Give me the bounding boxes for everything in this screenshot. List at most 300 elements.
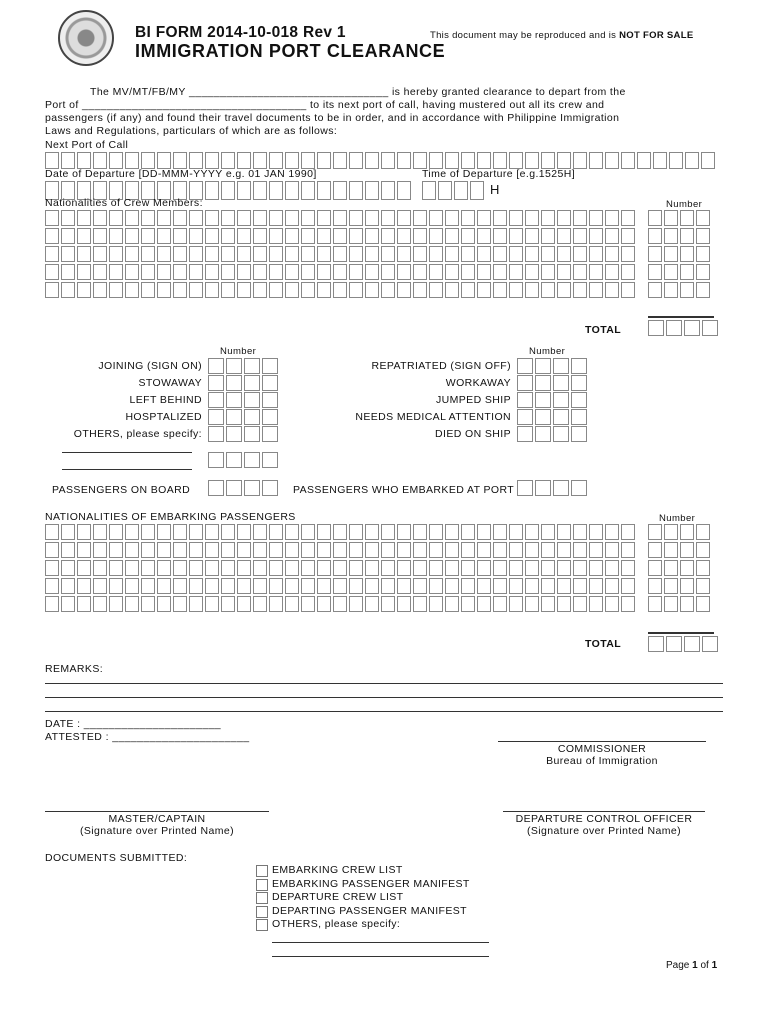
char-box[interactable] xyxy=(365,246,379,262)
number-box[interactable] xyxy=(517,392,533,408)
char-box[interactable] xyxy=(269,560,283,576)
char-box[interactable] xyxy=(445,524,459,540)
number-box[interactable] xyxy=(226,375,242,391)
char-box[interactable] xyxy=(301,542,315,558)
char-box[interactable] xyxy=(205,542,219,558)
char-box[interactable] xyxy=(557,282,571,298)
commissioner-signature-line[interactable] xyxy=(498,741,706,742)
number-box[interactable] xyxy=(244,392,260,408)
char-box[interactable] xyxy=(397,152,411,169)
char-box[interactable] xyxy=(109,524,123,540)
char-box[interactable] xyxy=(125,578,139,594)
char-box[interactable] xyxy=(680,578,694,594)
char-box[interactable] xyxy=(173,152,187,169)
char-box[interactable] xyxy=(509,578,523,594)
char-box[interactable] xyxy=(525,264,539,280)
char-box[interactable] xyxy=(493,282,507,298)
char-box[interactable] xyxy=(109,542,123,558)
char-box[interactable] xyxy=(381,210,395,226)
char-box[interactable] xyxy=(77,524,91,540)
char-box[interactable] xyxy=(381,152,395,169)
char-box[interactable] xyxy=(333,210,347,226)
char-box[interactable] xyxy=(365,524,379,540)
char-box[interactable] xyxy=(648,264,662,280)
char-box[interactable] xyxy=(397,524,411,540)
char-box[interactable] xyxy=(237,228,251,244)
document-checkbox[interactable] xyxy=(256,879,268,891)
number-box[interactable] xyxy=(262,409,278,425)
char-box[interactable] xyxy=(445,210,459,226)
char-box[interactable] xyxy=(557,596,571,612)
char-box[interactable] xyxy=(301,282,315,298)
char-box[interactable] xyxy=(648,560,662,576)
char-box[interactable] xyxy=(269,542,283,558)
char-box[interactable] xyxy=(664,264,678,280)
char-box[interactable] xyxy=(381,246,395,262)
char-box[interactable] xyxy=(349,181,363,200)
crew-status-left-number-boxes[interactable] xyxy=(208,409,280,425)
char-box[interactable] xyxy=(221,578,235,594)
char-box[interactable] xyxy=(381,228,395,244)
char-box[interactable] xyxy=(589,542,603,558)
char-box[interactable] xyxy=(221,596,235,612)
char-box[interactable] xyxy=(301,246,315,262)
char-box[interactable] xyxy=(493,560,507,576)
crew-status-left-number-boxes[interactable] xyxy=(208,392,280,408)
char-box[interactable] xyxy=(509,210,523,226)
char-box[interactable] xyxy=(413,542,427,558)
char-box[interactable] xyxy=(109,560,123,576)
char-box[interactable] xyxy=(349,246,363,262)
char-box[interactable] xyxy=(77,578,91,594)
char-box[interactable] xyxy=(125,264,139,280)
char-box[interactable] xyxy=(141,264,155,280)
char-box[interactable] xyxy=(349,152,363,169)
char-box[interactable] xyxy=(173,246,187,262)
char-box[interactable] xyxy=(477,152,491,169)
char-box[interactable] xyxy=(45,264,59,280)
char-box[interactable] xyxy=(429,596,443,612)
number-box[interactable] xyxy=(244,409,260,425)
char-box[interactable] xyxy=(621,524,635,540)
char-box[interactable] xyxy=(45,210,59,226)
char-box[interactable] xyxy=(381,542,395,558)
number-box[interactable] xyxy=(226,452,242,468)
char-box[interactable] xyxy=(237,578,251,594)
char-box[interactable] xyxy=(189,282,203,298)
char-box[interactable] xyxy=(605,282,619,298)
char-box[interactable] xyxy=(253,246,267,262)
number-box[interactable] xyxy=(571,375,587,391)
char-box[interactable] xyxy=(696,264,710,280)
char-box[interactable] xyxy=(109,210,123,226)
number-box[interactable] xyxy=(226,480,242,496)
char-box[interactable] xyxy=(525,228,539,244)
time-departure-boxes[interactable] xyxy=(422,181,486,200)
char-box[interactable] xyxy=(349,542,363,558)
char-box[interactable] xyxy=(365,560,379,576)
char-box[interactable] xyxy=(461,282,475,298)
others-specify-line[interactable] xyxy=(62,469,192,470)
char-box[interactable] xyxy=(61,152,75,169)
char-box[interactable] xyxy=(221,210,235,226)
char-box[interactable] xyxy=(701,152,715,169)
char-box[interactable] xyxy=(397,282,411,298)
char-box[interactable] xyxy=(45,246,59,262)
char-box[interactable] xyxy=(333,524,347,540)
char-box[interactable] xyxy=(589,596,603,612)
char-box[interactable] xyxy=(333,596,347,612)
number-box[interactable] xyxy=(571,480,587,496)
number-box[interactable] xyxy=(553,358,569,374)
char-box[interactable] xyxy=(573,152,587,169)
char-box[interactable] xyxy=(77,282,91,298)
char-box[interactable] xyxy=(173,210,187,226)
char-box[interactable] xyxy=(157,596,171,612)
char-box[interactable] xyxy=(429,246,443,262)
char-box[interactable] xyxy=(173,264,187,280)
crew-nationalities-grid[interactable] xyxy=(45,210,637,300)
char-box[interactable] xyxy=(470,181,484,200)
char-box[interactable] xyxy=(45,578,59,594)
char-box[interactable] xyxy=(237,542,251,558)
char-box[interactable] xyxy=(541,246,555,262)
char-box[interactable] xyxy=(221,246,235,262)
char-box[interactable] xyxy=(269,246,283,262)
number-box[interactable] xyxy=(535,426,551,442)
char-box[interactable] xyxy=(445,560,459,576)
char-box[interactable] xyxy=(61,560,75,576)
char-box[interactable] xyxy=(125,228,139,244)
char-box[interactable] xyxy=(541,152,555,169)
char-box[interactable] xyxy=(648,228,662,244)
char-box[interactable] xyxy=(189,524,203,540)
number-box[interactable] xyxy=(648,320,664,336)
char-box[interactable] xyxy=(317,181,331,200)
char-box[interactable] xyxy=(589,560,603,576)
number-box[interactable] xyxy=(208,480,224,496)
number-box[interactable] xyxy=(226,392,242,408)
char-box[interactable] xyxy=(445,152,459,169)
char-box[interactable] xyxy=(413,152,427,169)
char-box[interactable] xyxy=(493,524,507,540)
attested-field[interactable]: ATTESTED : ______________________ xyxy=(45,731,250,743)
char-box[interactable] xyxy=(461,578,475,594)
number-box[interactable] xyxy=(517,426,533,442)
char-box[interactable] xyxy=(285,246,299,262)
char-box[interactable] xyxy=(301,578,315,594)
number-box[interactable] xyxy=(262,480,278,496)
char-box[interactable] xyxy=(509,264,523,280)
char-box[interactable] xyxy=(477,282,491,298)
char-box[interactable] xyxy=(317,282,331,298)
char-box[interactable] xyxy=(696,282,710,298)
char-box[interactable] xyxy=(541,264,555,280)
char-box[interactable] xyxy=(413,560,427,576)
remarks-line[interactable] xyxy=(45,711,723,712)
char-box[interactable] xyxy=(205,282,219,298)
char-box[interactable] xyxy=(493,578,507,594)
char-box[interactable] xyxy=(237,152,251,169)
char-box[interactable] xyxy=(509,524,523,540)
char-box[interactable] xyxy=(189,152,203,169)
char-box[interactable] xyxy=(429,228,443,244)
char-box[interactable] xyxy=(45,542,59,558)
char-box[interactable] xyxy=(285,264,299,280)
char-box[interactable] xyxy=(445,264,459,280)
remarks-line[interactable] xyxy=(45,683,723,684)
passengers-on-board-boxes[interactable] xyxy=(208,480,280,496)
char-box[interactable] xyxy=(93,246,107,262)
number-box[interactable] xyxy=(517,375,533,391)
char-box[interactable] xyxy=(525,524,539,540)
char-box[interactable] xyxy=(93,560,107,576)
char-box[interactable] xyxy=(77,228,91,244)
char-box[interactable] xyxy=(648,524,662,540)
char-box[interactable] xyxy=(541,542,555,558)
char-box[interactable] xyxy=(621,560,635,576)
number-box[interactable] xyxy=(226,409,242,425)
char-box[interactable] xyxy=(573,228,587,244)
char-box[interactable] xyxy=(509,560,523,576)
char-box[interactable] xyxy=(269,264,283,280)
number-box[interactable] xyxy=(244,426,260,442)
number-box[interactable] xyxy=(535,480,551,496)
char-box[interactable] xyxy=(333,152,347,169)
char-box[interactable] xyxy=(141,246,155,262)
char-box[interactable] xyxy=(333,246,347,262)
crew-total-boxes[interactable] xyxy=(648,320,720,336)
char-box[interactable] xyxy=(664,246,678,262)
number-box[interactable] xyxy=(535,358,551,374)
char-box[interactable] xyxy=(189,210,203,226)
char-box[interactable] xyxy=(509,542,523,558)
char-box[interactable] xyxy=(221,152,235,169)
number-box[interactable] xyxy=(684,636,700,652)
char-box[interactable] xyxy=(557,578,571,594)
char-box[interactable] xyxy=(573,282,587,298)
char-box[interactable] xyxy=(397,578,411,594)
char-box[interactable] xyxy=(253,282,267,298)
number-box[interactable] xyxy=(226,358,242,374)
char-box[interactable] xyxy=(438,181,452,200)
char-box[interactable] xyxy=(173,560,187,576)
char-box[interactable] xyxy=(349,596,363,612)
char-box[interactable] xyxy=(125,246,139,262)
document-checkbox[interactable] xyxy=(256,906,268,918)
document-checkbox[interactable] xyxy=(256,919,268,931)
char-box[interactable] xyxy=(557,524,571,540)
char-box[interactable] xyxy=(141,524,155,540)
char-box[interactable] xyxy=(253,264,267,280)
char-box[interactable] xyxy=(237,524,251,540)
char-box[interactable] xyxy=(349,560,363,576)
char-box[interactable] xyxy=(664,596,678,612)
char-box[interactable] xyxy=(509,228,523,244)
char-box[interactable] xyxy=(157,264,171,280)
char-box[interactable] xyxy=(557,246,571,262)
next-port-boxes[interactable] xyxy=(45,152,717,169)
char-box[interactable] xyxy=(141,282,155,298)
char-box[interactable] xyxy=(493,210,507,226)
char-box[interactable] xyxy=(285,542,299,558)
char-box[interactable] xyxy=(557,210,571,226)
char-box[interactable] xyxy=(589,282,603,298)
char-box[interactable] xyxy=(301,210,315,226)
char-box[interactable] xyxy=(157,282,171,298)
char-box[interactable] xyxy=(621,152,635,169)
char-box[interactable] xyxy=(141,228,155,244)
char-box[interactable] xyxy=(648,210,662,226)
char-box[interactable] xyxy=(541,596,555,612)
char-box[interactable] xyxy=(696,560,710,576)
char-box[interactable] xyxy=(365,282,379,298)
char-box[interactable] xyxy=(365,542,379,558)
char-box[interactable] xyxy=(301,596,315,612)
char-box[interactable] xyxy=(109,264,123,280)
char-box[interactable] xyxy=(125,542,139,558)
char-box[interactable] xyxy=(605,578,619,594)
char-box[interactable] xyxy=(253,524,267,540)
char-box[interactable] xyxy=(461,264,475,280)
char-box[interactable] xyxy=(365,152,379,169)
char-box[interactable] xyxy=(589,264,603,280)
char-box[interactable] xyxy=(696,596,710,612)
char-box[interactable] xyxy=(680,246,694,262)
char-box[interactable] xyxy=(477,524,491,540)
char-box[interactable] xyxy=(541,560,555,576)
char-box[interactable] xyxy=(365,596,379,612)
char-box[interactable] xyxy=(285,210,299,226)
char-box[interactable] xyxy=(349,210,363,226)
char-box[interactable] xyxy=(589,152,603,169)
number-box[interactable] xyxy=(517,358,533,374)
char-box[interactable] xyxy=(664,560,678,576)
char-box[interactable] xyxy=(45,560,59,576)
number-box[interactable] xyxy=(208,375,224,391)
char-box[interactable] xyxy=(317,152,331,169)
char-box[interactable] xyxy=(141,578,155,594)
char-box[interactable] xyxy=(269,210,283,226)
char-box[interactable] xyxy=(413,524,427,540)
char-box[interactable] xyxy=(541,210,555,226)
char-box[interactable] xyxy=(664,228,678,244)
char-box[interactable] xyxy=(605,246,619,262)
char-box[interactable] xyxy=(189,596,203,612)
char-box[interactable] xyxy=(205,152,219,169)
char-box[interactable] xyxy=(509,596,523,612)
char-box[interactable] xyxy=(269,181,283,200)
char-box[interactable] xyxy=(141,210,155,226)
char-box[interactable] xyxy=(93,596,107,612)
char-box[interactable] xyxy=(589,524,603,540)
char-box[interactable] xyxy=(680,264,694,280)
crew-status-right-number-boxes[interactable] xyxy=(517,375,589,391)
char-box[interactable] xyxy=(696,228,710,244)
char-box[interactable] xyxy=(461,560,475,576)
char-box[interactable] xyxy=(445,542,459,558)
char-box[interactable] xyxy=(381,560,395,576)
char-box[interactable] xyxy=(648,578,662,594)
number-box[interactable] xyxy=(666,636,682,652)
char-box[interactable] xyxy=(93,264,107,280)
char-box[interactable] xyxy=(205,560,219,576)
dco-signature-line[interactable] xyxy=(503,811,705,812)
number-box[interactable] xyxy=(648,636,664,652)
char-box[interactable] xyxy=(477,228,491,244)
char-box[interactable] xyxy=(237,181,251,200)
char-box[interactable] xyxy=(93,152,107,169)
number-box[interactable] xyxy=(535,392,551,408)
char-box[interactable] xyxy=(429,282,443,298)
char-box[interactable] xyxy=(61,578,75,594)
char-box[interactable] xyxy=(269,228,283,244)
char-box[interactable] xyxy=(680,228,694,244)
char-box[interactable] xyxy=(621,542,635,558)
char-box[interactable] xyxy=(461,542,475,558)
number-box[interactable] xyxy=(208,409,224,425)
char-box[interactable] xyxy=(317,524,331,540)
number-box[interactable] xyxy=(262,426,278,442)
char-box[interactable] xyxy=(253,578,267,594)
char-box[interactable] xyxy=(493,542,507,558)
char-box[interactable] xyxy=(45,596,59,612)
crew-status-left-number-boxes[interactable] xyxy=(208,358,280,374)
char-box[interactable] xyxy=(157,210,171,226)
char-box[interactable] xyxy=(429,578,443,594)
char-box[interactable] xyxy=(93,578,107,594)
char-box[interactable] xyxy=(253,596,267,612)
char-box[interactable] xyxy=(477,542,491,558)
char-box[interactable] xyxy=(109,152,123,169)
char-box[interactable] xyxy=(573,596,587,612)
char-box[interactable] xyxy=(365,578,379,594)
char-box[interactable] xyxy=(205,596,219,612)
char-box[interactable] xyxy=(317,560,331,576)
passengers-embarked-boxes[interactable] xyxy=(517,480,589,496)
char-box[interactable] xyxy=(157,246,171,262)
char-box[interactable] xyxy=(109,228,123,244)
char-box[interactable] xyxy=(621,596,635,612)
char-box[interactable] xyxy=(381,264,395,280)
char-box[interactable] xyxy=(525,560,539,576)
char-box[interactable] xyxy=(61,246,75,262)
char-box[interactable] xyxy=(573,246,587,262)
char-box[interactable] xyxy=(237,596,251,612)
number-box[interactable] xyxy=(702,320,718,336)
number-box[interactable] xyxy=(553,480,569,496)
char-box[interactable] xyxy=(445,228,459,244)
number-box[interactable] xyxy=(684,320,700,336)
char-box[interactable] xyxy=(605,542,619,558)
char-box[interactable] xyxy=(125,596,139,612)
char-box[interactable] xyxy=(680,210,694,226)
number-box[interactable] xyxy=(553,392,569,408)
char-box[interactable] xyxy=(349,578,363,594)
char-box[interactable] xyxy=(397,210,411,226)
char-box[interactable] xyxy=(365,181,379,200)
number-box[interactable] xyxy=(571,409,587,425)
char-box[interactable] xyxy=(301,181,315,200)
char-box[interactable] xyxy=(605,264,619,280)
char-box[interactable] xyxy=(253,560,267,576)
char-box[interactable] xyxy=(429,210,443,226)
char-box[interactable] xyxy=(365,228,379,244)
char-box[interactable] xyxy=(189,542,203,558)
documents-others-line[interactable] xyxy=(272,942,489,943)
number-box[interactable] xyxy=(244,375,260,391)
char-box[interactable] xyxy=(173,542,187,558)
